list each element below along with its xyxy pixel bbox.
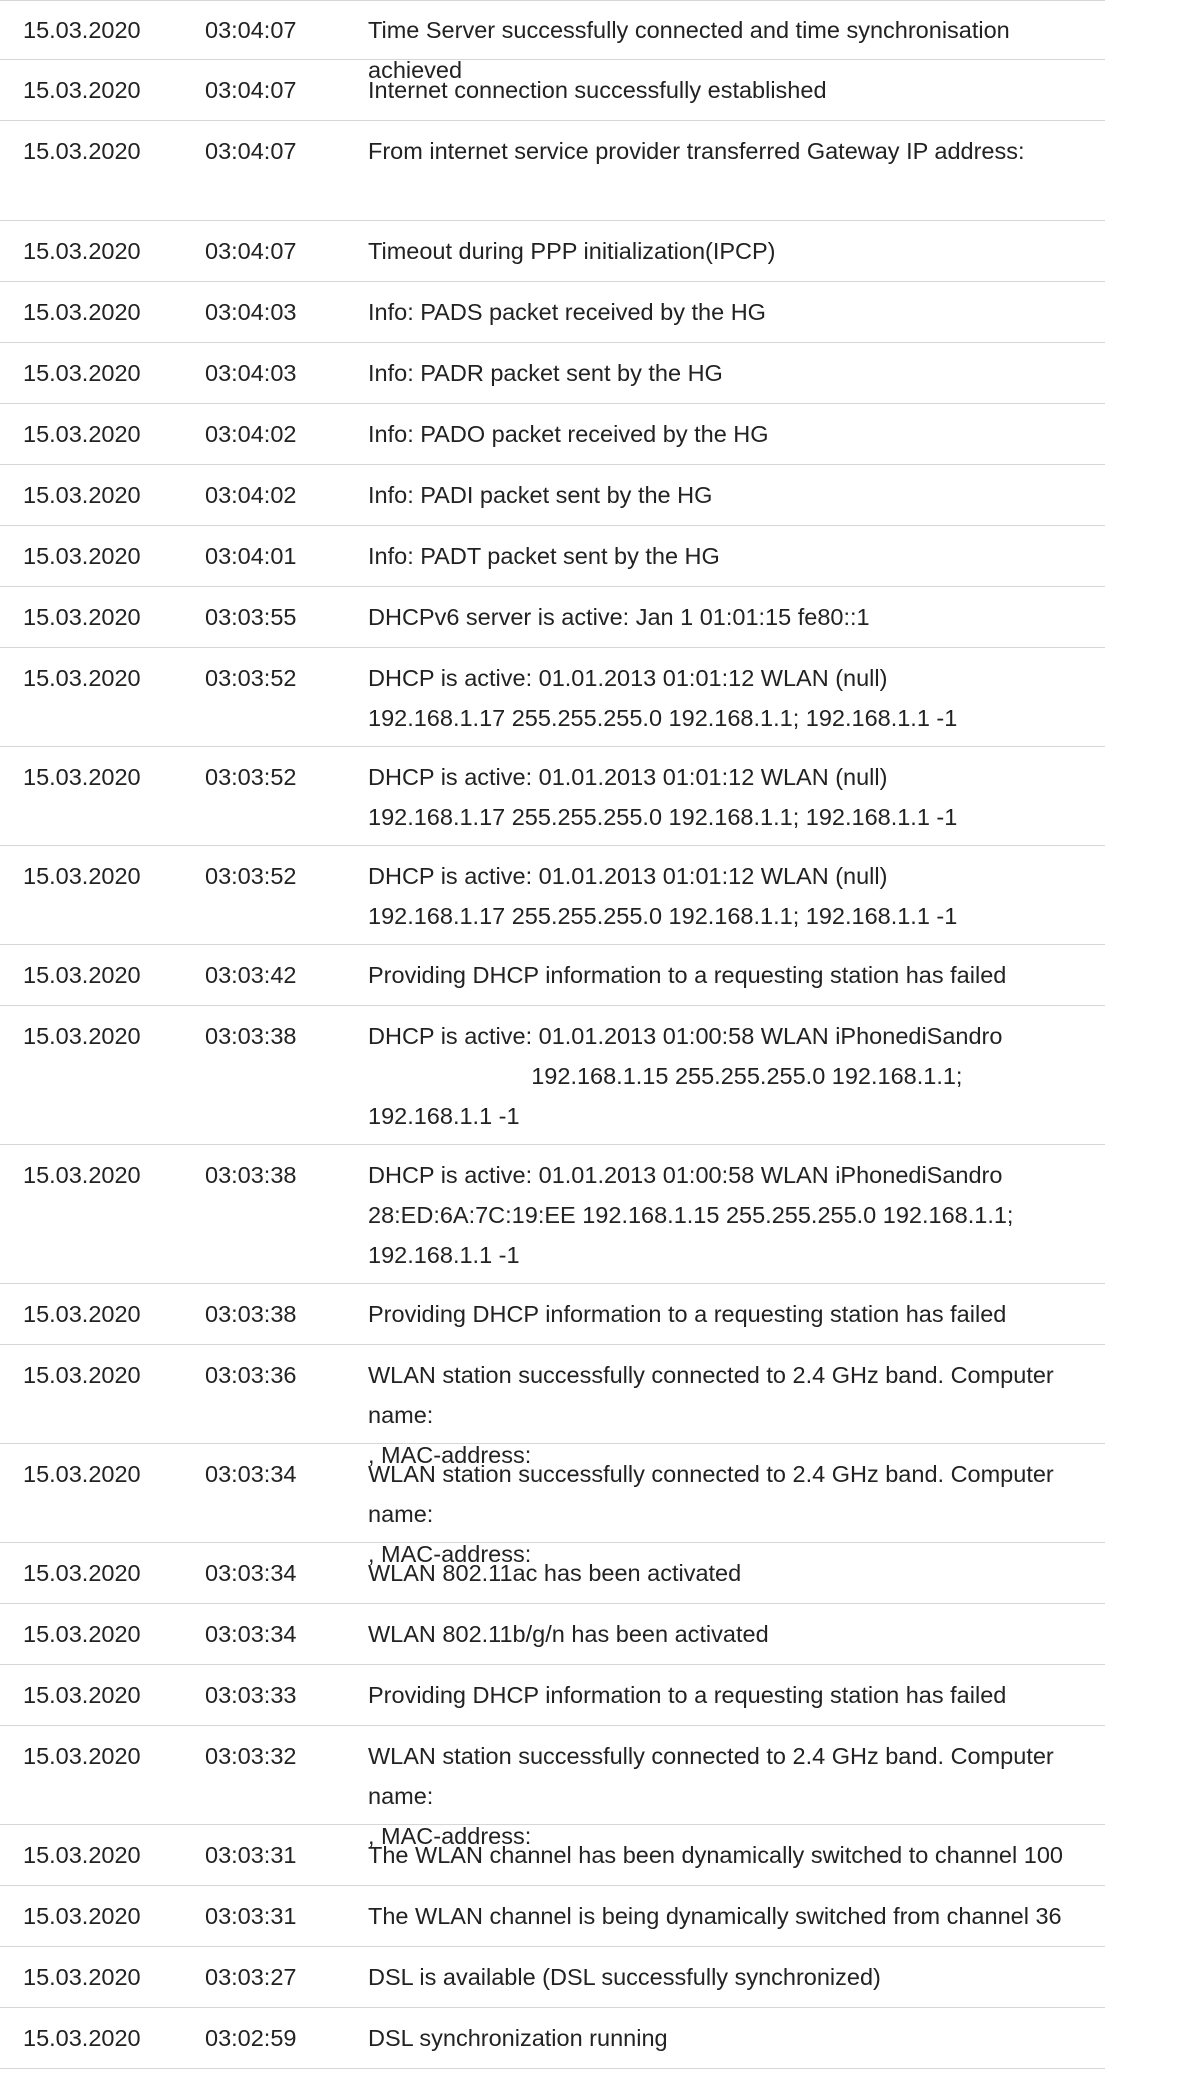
- event-time: 03:03:36: [205, 1362, 297, 1388]
- table-row: [0, 2008, 1105, 2069]
- event-time: 03:03:32: [205, 1743, 297, 1769]
- table-row: [0, 1345, 1105, 1468]
- event-time: 03:03:38: [205, 1023, 297, 1049]
- event-message: WLAN station successfully connected to 2.4 GHz band. Computer name: , MAC-address:: [368, 1461, 1054, 1567]
- event-message: The WLAN channel has been dynamically switched to channel 100: [368, 1842, 1063, 1868]
- event-date: 15.03.2020: [23, 1621, 141, 1647]
- event-time: 03:02:59: [205, 2025, 297, 2051]
- table-row: [0, 0, 1105, 83]
- event-message: Timeout during PPP initialization(IPCP): [368, 238, 776, 264]
- event-time: 03:03:52: [205, 665, 297, 691]
- event-message: Providing DHCP information to a requesting station has failed: [368, 1301, 1007, 1327]
- event-date: 15.03.2020: [23, 1964, 141, 1990]
- event-message: DSL synchronization running: [368, 2025, 668, 2051]
- event-message: Internet connection successfully established: [368, 77, 827, 103]
- event-date: 15.03.2020: [23, 17, 141, 43]
- event-message: WLAN station successfully connected to 2.4 GHz band. Computer name: , MAC-address:: [368, 1743, 1054, 1849]
- event-message: DHCP is active: 01.01.2013 01:00:58 WLAN iPhonediSandro 28:ED:6A:7C:19:EE 192.168.1.15 255.255.255.0 192.168.1.1; 192.168.1.1 -1: [368, 1162, 1014, 1268]
- event-date: 15.03.2020: [23, 1682, 141, 1708]
- table-row: [0, 945, 1105, 1006]
- event-message: Info: PADS packet received by the HG: [368, 299, 766, 325]
- table-row: [0, 648, 1105, 747]
- event-message: Providing DHCP information to a requesting station has failed: [368, 1682, 1007, 1708]
- event-message: WLAN station successfully connected to 2.4 GHz band. Computer name: , MAC-address:: [368, 1362, 1054, 1468]
- event-message: DHCP is active: 01.01.2013 01:01:12 WLAN (null) 192.168.1.17 255.255.255.0 192.168.1.1; 192.168.1.1 -1: [368, 665, 958, 731]
- event-message: The WLAN channel is being dynamically switched from channel 36: [368, 1903, 1062, 1929]
- event-date: 15.03.2020: [23, 2025, 141, 2051]
- event-message: DHCPv6 server is active: Jan 1 01:01:15 fe80::1: [368, 604, 870, 630]
- event-time: 03:04:02: [205, 482, 297, 508]
- event-message: Info: PADR packet sent by the HG: [368, 360, 723, 386]
- event-time: 03:04:03: [205, 360, 297, 386]
- table-row: [0, 1947, 1105, 2008]
- table-row: [0, 1006, 1105, 1145]
- event-message: Providing DHCP information to a requesting station has failed: [368, 962, 1007, 988]
- table-row: [0, 1726, 1105, 1849]
- event-date: 15.03.2020: [23, 238, 141, 264]
- event-time: 03:04:07: [205, 138, 297, 164]
- event-date: 15.03.2020: [23, 863, 141, 889]
- event-time: 03:03:31: [205, 1842, 297, 1868]
- event-time: 03:04:02: [205, 421, 297, 447]
- event-message: DHCP is active: 01.01.2013 01:00:58 WLAN iPhonediSandro 192.168.1.15 255.255.255.0 192.168.1.1; 192.168.1.1 -1: [368, 1023, 1003, 1129]
- event-date: 15.03.2020: [23, 77, 141, 103]
- table-row: [0, 526, 1105, 587]
- table-row: [0, 1604, 1105, 1665]
- event-date: 15.03.2020: [23, 1301, 141, 1327]
- event-date: 15.03.2020: [23, 1162, 141, 1188]
- event-time: 03:03:34: [205, 1560, 297, 1586]
- event-date: 15.03.2020: [23, 1023, 141, 1049]
- table-row: [0, 343, 1105, 404]
- event-message: Info: PADT packet sent by the HG: [368, 543, 720, 569]
- event-message: WLAN 802.11b/g/n has been activated: [368, 1621, 769, 1647]
- event-date: 15.03.2020: [23, 421, 141, 447]
- event-message: Time Server successfully connected and time synchronisation achieved: [368, 17, 1017, 83]
- event-date: 15.03.2020: [23, 764, 141, 790]
- table-row: [0, 587, 1105, 648]
- event-date: 15.03.2020: [23, 1560, 141, 1586]
- event-time: 03:03:55: [205, 604, 297, 630]
- table-row: [0, 1444, 1105, 1567]
- table-row: [0, 282, 1105, 343]
- event-date: 15.03.2020: [23, 665, 141, 691]
- table-row: [0, 404, 1105, 465]
- table-row: [0, 221, 1105, 282]
- table-row: [0, 747, 1105, 846]
- table-row: [0, 1825, 1105, 1886]
- event-date: 15.03.2020: [23, 138, 141, 164]
- table-row: [0, 1145, 1105, 1284]
- event-time: 03:03:52: [205, 764, 297, 790]
- event-time: 03:03:42: [205, 962, 297, 988]
- table-row: [0, 465, 1105, 526]
- event-date: 15.03.2020: [23, 360, 141, 386]
- event-date: 15.03.2020: [23, 962, 141, 988]
- event-date: 15.03.2020: [23, 1743, 141, 1769]
- event-time: 03:04:07: [205, 17, 297, 43]
- event-date: 15.03.2020: [23, 1842, 141, 1868]
- event-date: 15.03.2020: [23, 482, 141, 508]
- event-time: 03:03:38: [205, 1301, 297, 1327]
- table-row: [0, 1886, 1105, 1947]
- event-date: 15.03.2020: [23, 299, 141, 325]
- event-time: 03:03:34: [205, 1621, 297, 1647]
- event-message: WLAN 802.11ac has been activated: [368, 1560, 742, 1586]
- table-row: [0, 1284, 1105, 1345]
- event-message: From internet service provider transferred Gateway IP address:: [368, 138, 1025, 164]
- table-row: [0, 60, 1105, 121]
- table-row: [0, 846, 1105, 945]
- event-date: 15.03.2020: [23, 1362, 141, 1388]
- event-time: 03:04:01: [205, 543, 297, 569]
- event-date: 15.03.2020: [23, 543, 141, 569]
- event-time: 03:04:07: [205, 238, 297, 264]
- event-time: 03:04:07: [205, 77, 297, 103]
- table-row: [0, 1543, 1105, 1604]
- event-time: 03:03:38: [205, 1162, 297, 1188]
- event-message: DHCP is active: 01.01.2013 01:01:12 WLAN (null) 192.168.1.17 255.255.255.0 192.168.1.1; 192.168.1.1 -1: [368, 764, 958, 830]
- table-row: [0, 1665, 1105, 1726]
- event-date: 15.03.2020: [23, 1903, 141, 1929]
- event-message: DHCP is active: 01.01.2013 01:01:12 WLAN (null) 192.168.1.17 255.255.255.0 192.168.1.1; 192.168.1.1 -1: [368, 863, 958, 929]
- table-row: [0, 121, 1105, 221]
- event-message: Info: PADI packet sent by the HG: [368, 482, 713, 508]
- event-time: 03:04:03: [205, 299, 297, 325]
- event-date: 15.03.2020: [23, 604, 141, 630]
- event-message: Info: PADO packet received by the HG: [368, 421, 769, 447]
- event-time: 03:03:31: [205, 1903, 297, 1929]
- event-message: DSL is available (DSL successfully synchronized): [368, 1964, 881, 1990]
- event-time: 03:03:34: [205, 1461, 297, 1487]
- event-time: 03:03:33: [205, 1682, 297, 1708]
- event-time: 03:03:52: [205, 863, 297, 889]
- event-date: 15.03.2020: [23, 1461, 141, 1487]
- event-time: 03:03:27: [205, 1964, 297, 1990]
